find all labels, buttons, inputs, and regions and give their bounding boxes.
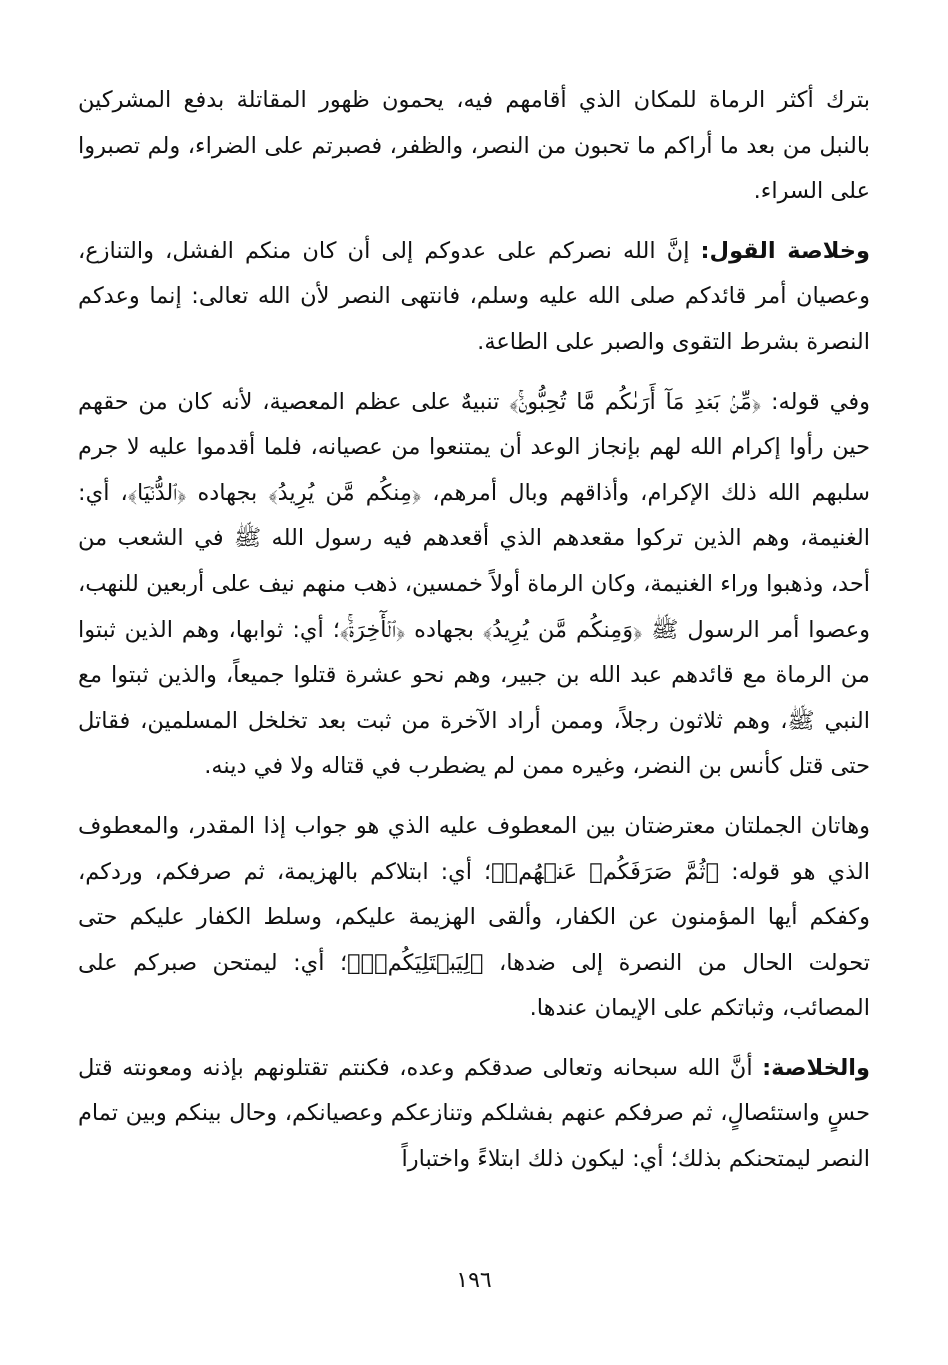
paragraph-5-text: أنَّ الله سبحانه وتعالى صدقكم وعده، فكنتم تقتلونهم بإذنه ومعونته قتل حسٍ واستئصالٍ، ثم صرفكم عنهم بفشلكم وتنازعكم وعصيانكم، وحال بينكم وبين تمام النصر ليمتحنكم بذلك؛ أي: ليكون ذلك ابتلاءً واختباراً [78,1054,870,1173]
paragraph-4 [78,804,870,1032]
paragraph-2-text: إنَّ الله نصركم على عدوكم إلى أن كان منكم الفشل، والتنازع، وعصيان أمر قائدكم صلى الله عليه وسلم، فانتهى النصر لأن الله تعالى: إنما وعدكم النصرة بشرط التقوى والصبر على الطاعة. [78,237,870,355]
page-body [78,78,870,1288]
paragraph-1 [78,78,870,215]
paragraph-5-lead: والخلاصة: [762,1054,870,1081]
paragraph-5 [78,1046,870,1183]
paragraph-3 [78,380,870,790]
paragraph-1-text: بترك أكثر الرماة للمكان الذي أقامهم فيه، يحمون ظهور المقاتلة بدفع المشركين بالنبل من بعد ما أراكم ما تحبون من النصر، والظفر، فصبرتم على الضراء، ولم تصبروا على السراء. [78,87,870,205]
paragraph-2 [78,229,870,366]
paragraph-4-text: وهاتان الجملتان معترضتان بين المعطوف عليه الذي هو جواب إذا المقدر، والمعطوف الذي هو قوله: ﴿ثُمَّ صَرَفَكُمۡ عَنۡهُمۡ﴾؛ أي: ابتلاكم بالهزيمة، ثم صرفكم، وردكم، وكفكم أيها المؤمنون عن الكفار، وألقى الهزيمة عليكم، وسلط الكفار عليكم حتى تحولت الحال من النصرة إلى ضدها، ﴿لِيَبۡتَلِيَكُمۡۖ﴾؛ أي: ليمتحن صبركم على المصائب، وثباتكم على الإيمان عندها. [78,812,870,1022]
page-number: ١٩٦ [456,1268,492,1293]
paragraph-2-lead: وخلاصة القول: [700,237,870,264]
paragraph-3-text: وفي قوله: ﴿مِّنۢ بَعۡدِ مَآ أَرَىٰكُم مَّا تُحِبُّونَۚ﴾ تنبيهٌ على عظم المعصية، لأنه كان من حقهم حين رأوا إكرام الله لهم بإنجاز الوعد أن يمتنعوا من عصيانه، فلما أقدموا عليه لا جرم سلبهم الله ذلك الإكرام، وأذاقهم وبال أمرهم، ﴿مِنكُم مَّن يُرِيدُ﴾ بجهاده ﴿ٱلدُّنۡيَا﴾، أي: الغنيمة، وهم الذين تركوا مقعدهم الذي أقعدهم فيه رسول الله ﷺ في الشعب من أحد، وذهبوا وراء الغنيمة، وكان الرماة أولاً خمسين، ذهب منهم نيف على أربعين للنهب، وعصوا أمر الرسول ﷺ ﴿وَمِنكُم مَّن يُرِيدُ﴾ بجهاده ﴿ٱلۡأٓخِرَةَۚ﴾؛ أي: ثوابها، وهم الذين ثبتوا من الرماة مع قائدهم عبد الله بن جبير، وهم نحو عشرة قتلوا جميعاً، والذين ثبتوا مع النبي ﷺ، وهم ثلاثون رجلاً، وممن أراد الآخرة من ثبت بعد تخلخل المسلمين، فقاتل حتى قتل كأنس بن النضر، وغيره ممن لم يضطرب في قتاله ولا في دينه. [78,388,870,780]
